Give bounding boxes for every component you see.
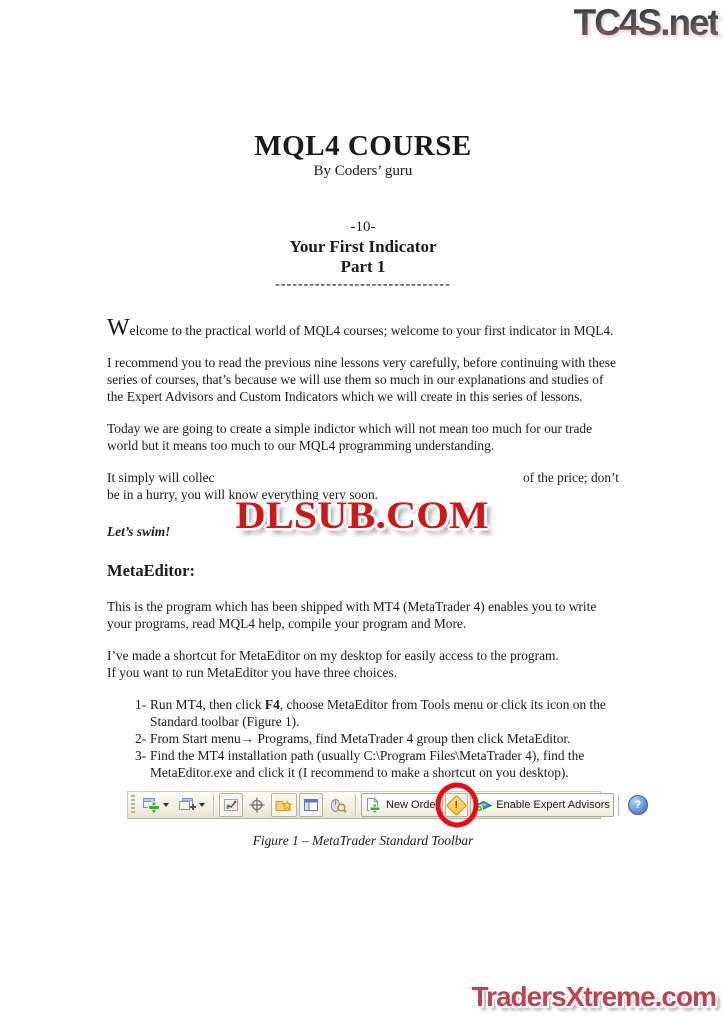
new-order-button xyxy=(361,793,443,817)
lesson-title: Your First Indicator xyxy=(289,237,437,256)
course-title: MQL4 COURSE xyxy=(254,130,472,162)
course-byline: By Coders’ guru xyxy=(313,163,413,179)
new-order-label: New Order xyxy=(386,798,440,811)
dlsub-watermark: DLSUB.COM xyxy=(235,494,489,538)
enable-expert-advisors-icon xyxy=(474,797,492,813)
page-content: MQL4 COURSE By Coders’ guru -10- Your First Indicator Part 1 ------------------------------- Welcome to the practical world of MQL4 courses; welcome to your first indicator in MQL4. I recommend you to read the previous nine lessons very carefully, before continuing with these series of courses, that’s because we will use them so much in our explanations and studies of the Expert Advisors and Custom Indicators which we will create in this series of lessons. Today we are going to create a simple indictor which will not mean too much for our trade world but it means too much to our MQL4 programming understanding. It simply will collec of the price; don’t be in a hurry, you will know everything very soon. Let’s swim! MetaEditor: This is the program which has been shipped with MT4 (MetaTrader 4) enables you to write your programs, read MQL4 help, compile your program and More. I’ve made a shortcut for MetaEditor on my desktop for easily access to the program. If you want to run MetaEditor you have three choices. 1- Run MT4, then click F4, choose MetaEditor from Tools menu or click its icon on the Standard toolbar (Figure 1). 2- From Start menu→ Programs, find MetaTrader 4 group then click MetaEditor. 3- Find the MT4 installation path (usually C:\Program Files\MetaTrader 4), find the MetaEditor.exe and click it (I recommend to make a shortcut on you desktop). New Order ! Enable Expert Advisors ? Figure 1 – MetaTrader Standard Toolbar xyxy=(107,0,619,849)
paragraph-recommend: I recommend you to read the previous nine lessons very carefully, before continuing with these series of courses, that’s because we will use them so much in our explanations and studies of the Expert Advisors and Custom Indicators which we will create in this series of lessons. xyxy=(107,355,616,404)
folder-star-icon xyxy=(275,797,293,813)
list-item: 1- Run MT4, then click F4, choose MetaEditor from Tools menu or click its icon on the Standard toolbar (Figure 1). xyxy=(135,697,606,729)
expert-advisors-icon: ! xyxy=(446,794,467,815)
tc4s-logo: TC4S.net xyxy=(573,2,718,43)
list-item: 3- Find the MT4 installation path (usually C:\Program Files\MetaTrader 4), find the MetaEditor.exe and click it (I recommend to make a shortcut on you desktop). xyxy=(135,748,585,780)
toolbar-separator xyxy=(213,794,215,816)
crosshair-button xyxy=(245,793,269,817)
list-item: 2- From Start menu→ Programs, find MetaTrader 4 group then click MetaEditor. xyxy=(135,731,571,746)
f4-key-label: F4 xyxy=(264,697,280,712)
dropcap-w: W xyxy=(107,315,130,341)
title-divider: ------------------------------- xyxy=(275,277,451,292)
lesson-part: Part 1 xyxy=(340,257,386,276)
paragraph-program: This is the program which has been shipped with MT4 (MetaTrader 4) enables you to write your programs, read MQL4 help, compile your program and More. xyxy=(107,599,597,631)
profiles-icon xyxy=(179,797,197,813)
tradersxtreme-logo: TradersXtreme.com xyxy=(471,981,716,1012)
navigator-button xyxy=(299,793,323,817)
chevron-down-icon xyxy=(199,803,205,807)
metatrader-standard-toolbar xyxy=(127,791,642,819)
obscured-line: It simply will collec of the price; don’t xyxy=(107,470,619,485)
title-block xyxy=(107,131,619,181)
profiles-button xyxy=(175,793,209,817)
tick-chart-icon xyxy=(223,797,239,813)
lesson-block xyxy=(107,217,619,293)
toolbar-grip xyxy=(131,795,135,815)
window-panel-icon xyxy=(303,797,319,813)
new-order-icon xyxy=(365,797,382,813)
choices-list xyxy=(135,696,619,781)
enable-expert-advisors-label: Enable Expert Advisors xyxy=(496,798,610,811)
toolbar-separator xyxy=(618,794,620,816)
help-button xyxy=(624,793,652,817)
paragraph-today: Today we are going to create a simple indictor which will not mean too much for our trade world but it means too much to our MQL4 programming understanding. xyxy=(107,421,593,453)
lets-swim-line: Let’s swim! xyxy=(107,524,171,539)
paragraph-welcome: Welcome to the practical world of MQL4 courses; welcome to your first indicator in MQL4. xyxy=(107,315,614,341)
toolbar-separator xyxy=(355,794,357,816)
lesson-number: -10- xyxy=(350,219,376,235)
enable-expert-advisors-button xyxy=(470,793,614,817)
tick-chart-button xyxy=(219,793,243,817)
help-icon: ? xyxy=(628,795,648,815)
metaeditor-heading: MetaEditor: xyxy=(107,561,195,580)
new-chart-button xyxy=(139,793,173,817)
strategy-tester-button xyxy=(325,793,351,817)
new-chart-icon xyxy=(143,797,161,813)
paragraph-collect: It simply will collec of the price; don’t be in a hurry, you will know everything very soon. xyxy=(107,470,619,502)
expert-advisors-button xyxy=(445,793,468,817)
crosshair-icon xyxy=(249,797,265,813)
market-watch-button xyxy=(271,793,297,817)
figure-1 xyxy=(107,791,642,849)
chevron-down-icon xyxy=(163,803,169,807)
figure-caption: Figure 1 – MetaTrader Standard Toolbar xyxy=(252,833,474,848)
mouse-magnifier-icon xyxy=(329,797,347,813)
